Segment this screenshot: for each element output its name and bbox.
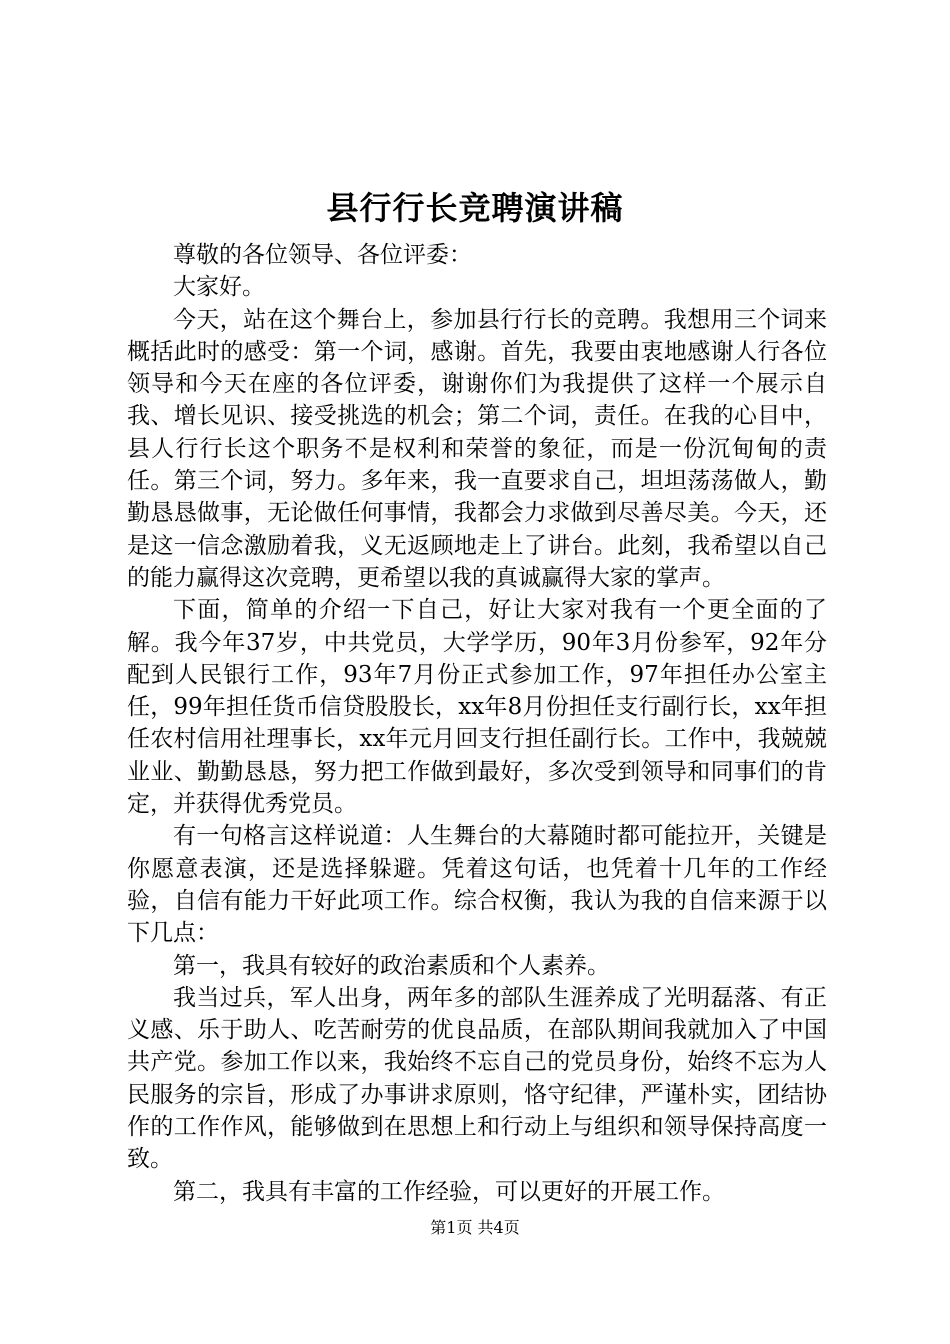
self-introduction-paragraph: 下面，简单的介绍一下自己，好让大家对我有一个更全面的了解。我今年37岁，中共党员，大学学历，90年3月份参军，92年分配到人民银行工作，93年7月份正式参加工作，97年担任办公室主任，99年担任货币信贷股股长，xx年8月份担任支行副行长，xx年担任农村信用社理事长，xx年元月回支行担任副行长。工作中，我兢兢业业、勤勤恳恳，努力把工作做到最好，多次受到领导和同事们的肯定，并获得优秀党员。 [127, 597, 827, 818]
greeting-paragraph: 大家好。 [173, 274, 265, 301]
intro-paragraph: 今天，站在这个舞台上，参加县行行长的竞聘。我想用三个词来概括此时的感受：第一个词，感谢。首先，我要由衷地感谢人行各位领导和今天在座的各位评委，谢谢你们为我提供了这样一个展示自我、增长见识、接受挑选的机会；第二个词，责任。在我的心目中，县人行行长这个职务不是权利和荣誉的象征，而是一份沉甸甸的责任。第三个词，努力。多年来，我一直要求自己，坦坦荡荡做人，勤勤恳恳做事，无论做任何事情，我都会力求做到尽善尽美。今天，还是这一信念激励着我，义无返顾地走上了讲台。此刻，我希望以自己的能力赢得这次竞聘，更希望以我的真诚赢得大家的掌声。 [127, 306, 827, 591]
point-one-heading: 第一，我具有较好的政治素质和个人素养。 [173, 952, 610, 979]
salutation-paragraph: 尊敬的各位领导、各位评委： [173, 242, 472, 268]
page-number-footer: 第1页 共4页 [430, 1218, 520, 1237]
point-two-heading: 第二，我具有丰富的工作经验，可以更好的开展工作。 [173, 1178, 725, 1205]
confidence-paragraph: 有一句格言这样说道：人生舞台的大幕随时都可能拉开，关键是你愿意表演，还是选择躲避。凭着这句话，也凭着十几年的工作经验，自信有能力干好此项工作。综合权衡，我认为我的自信来源于以下几点： [127, 823, 827, 947]
document-body [127, 239, 827, 1208]
point-one-paragraph: 我当过兵，军人出身，两年多的部队生涯养成了光明磊落、有正义感、乐于助人、吃苦耐劳的优良品质，在部队期间我就加入了中国共产党。参加工作以来，我始终不忘自己的党员身份，始终不忘为人民服务的宗旨，形成了办事讲求原则，恪守纪律，严谨朴实，团结协作的工作作风，能够做到在思想上和行动上与组织和领导保持高度一致。 [127, 984, 827, 1173]
document-title: 县行行长竞聘演讲稿 [326, 189, 624, 227]
